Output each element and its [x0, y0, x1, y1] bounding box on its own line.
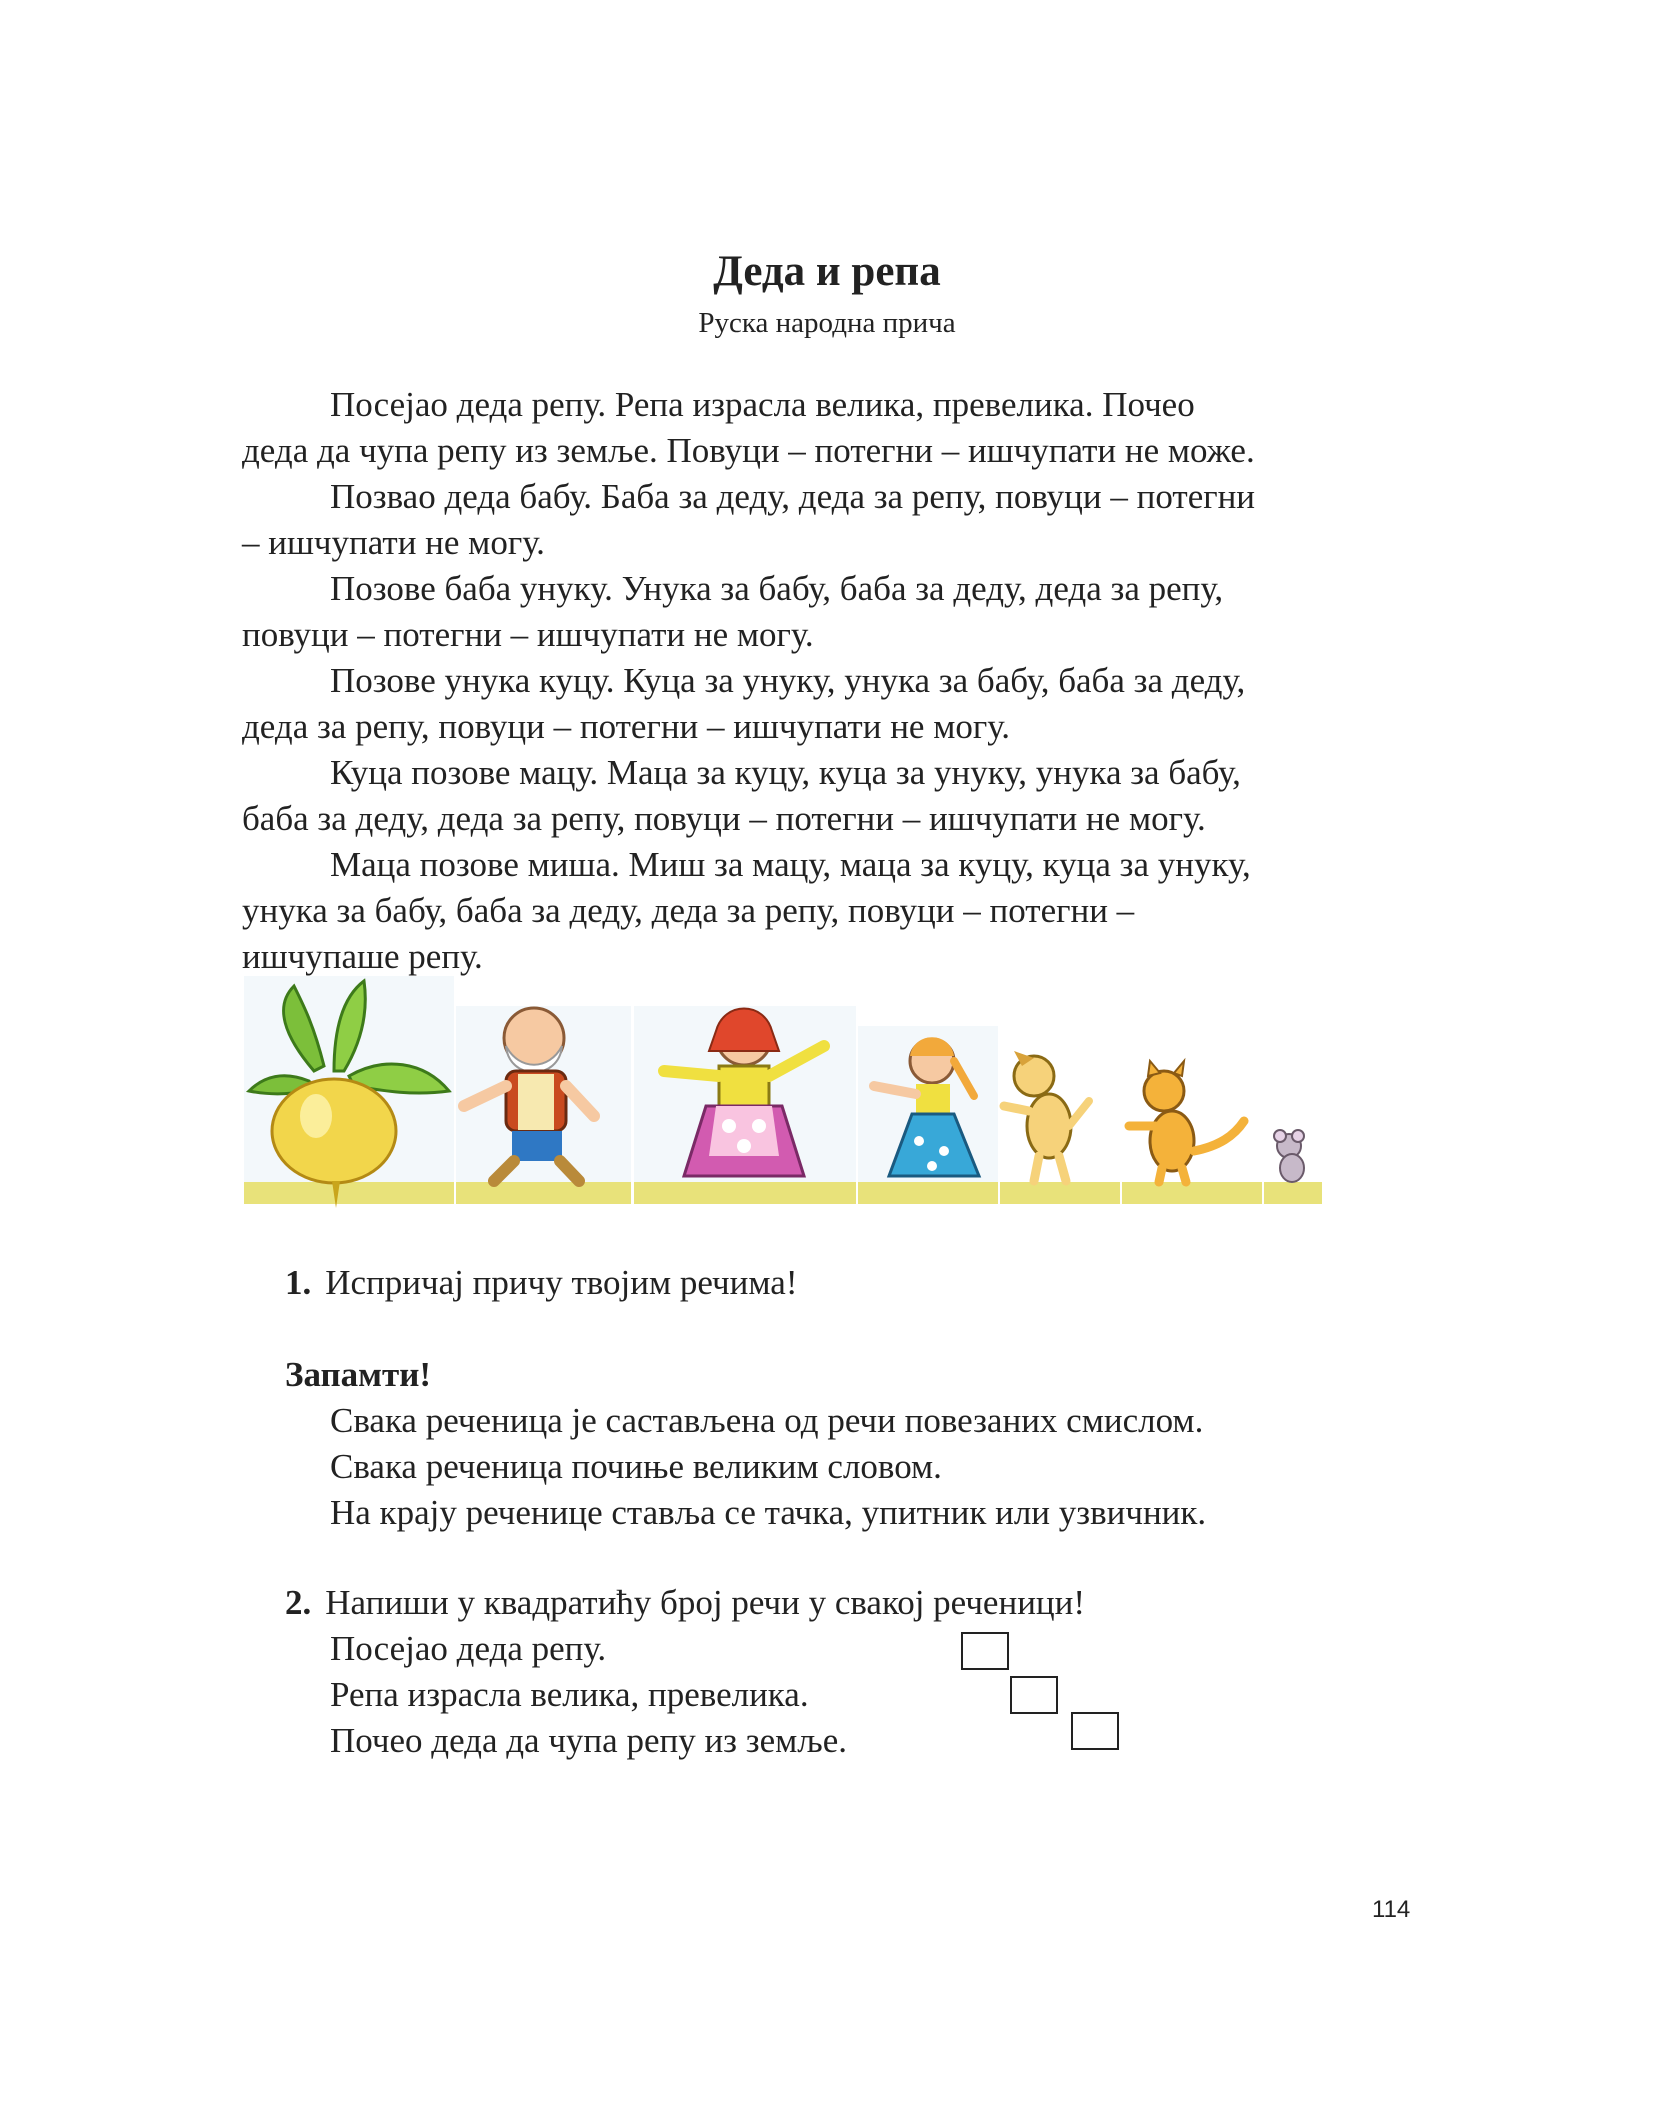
remember-box	[285, 1352, 1206, 1536]
story-text	[242, 382, 1422, 980]
task-text: Напиши у квадратићу број речи у свакој реченици!	[325, 1583, 1086, 1622]
remember-line: Свака реченица је састављена од речи повезаних смислом.	[330, 1401, 1204, 1440]
story-line: деда за репу, повуци – потегни – ишчупати не могу.	[242, 707, 1010, 746]
sentence-line	[285, 1626, 1085, 1672]
sentence-text: Посејао деда репу.	[330, 1629, 607, 1668]
remember-line: Свака реченица почиње великим словом.	[330, 1447, 942, 1486]
story-line: Посејао деда репу. Репа израсла велика, превелика. Почео	[330, 385, 1195, 424]
remember-heading: Запамти!	[285, 1355, 432, 1394]
task-number: 1.	[285, 1263, 312, 1302]
story-line: Куца позове мацу. Маца за куцу, куца за унуку, унука за бабу,	[330, 753, 1241, 792]
story-line: Позове баба унуку. Унука за бабу, баба за деду, деда за репу,	[330, 569, 1224, 608]
page-subtitle: Руска народна прича	[698, 307, 956, 339]
page-number: 114	[1372, 1896, 1411, 1923]
page-title: Деда и репа	[713, 248, 941, 295]
task-1	[285, 1260, 797, 1306]
story-line: Позове унука куцу. Куца за унуку, унука за бабу, баба за деду,	[330, 661, 1246, 700]
sentence-text: Репа израсла велика, превелика.	[330, 1675, 809, 1714]
answer-box[interactable]	[1071, 1712, 1119, 1750]
sentence-text: Почео деда да чупа репу из земље.	[330, 1721, 848, 1760]
story-line: деда да чупа репу из земље. Повуци – потегни – ишчупати не може.	[242, 431, 1255, 470]
remember-line: На крају реченице ставља се тачка, упитник или узвичник.	[330, 1493, 1207, 1532]
sentence-line	[285, 1718, 1085, 1764]
story-illustration	[244, 976, 1344, 1210]
task-2	[285, 1580, 1085, 1764]
story-line: повуци – потегни – ишчупати не могу.	[242, 615, 814, 654]
cat-icon	[1129, 1061, 1244, 1182]
story-line: ишчупаше репу.	[242, 937, 483, 976]
dog-icon	[1004, 1051, 1089, 1181]
task-number: 2.	[285, 1583, 312, 1622]
answer-box[interactable]	[1010, 1676, 1058, 1714]
sentence-line	[285, 1672, 1085, 1718]
story-line: Маца позове миша. Миш за мацу, маца за куцу, куца за унуку,	[330, 845, 1251, 884]
task-text: Испричај причу твојим речима!	[325, 1263, 798, 1302]
story-line: унука за бабу, баба за деду, деда за репу, повуци – потегни –	[242, 891, 1135, 930]
story-line: Позвао деда бабу. Баба за деду, деда за репу, повуци – потегни	[330, 477, 1256, 516]
story-line: баба за деду, деда за репу, повуци – потегни – ишчупати не могу.	[242, 799, 1206, 838]
answer-box[interactable]	[961, 1632, 1009, 1670]
mouse-icon	[1274, 1130, 1304, 1182]
story-line: – ишчупати не могу.	[242, 523, 545, 562]
